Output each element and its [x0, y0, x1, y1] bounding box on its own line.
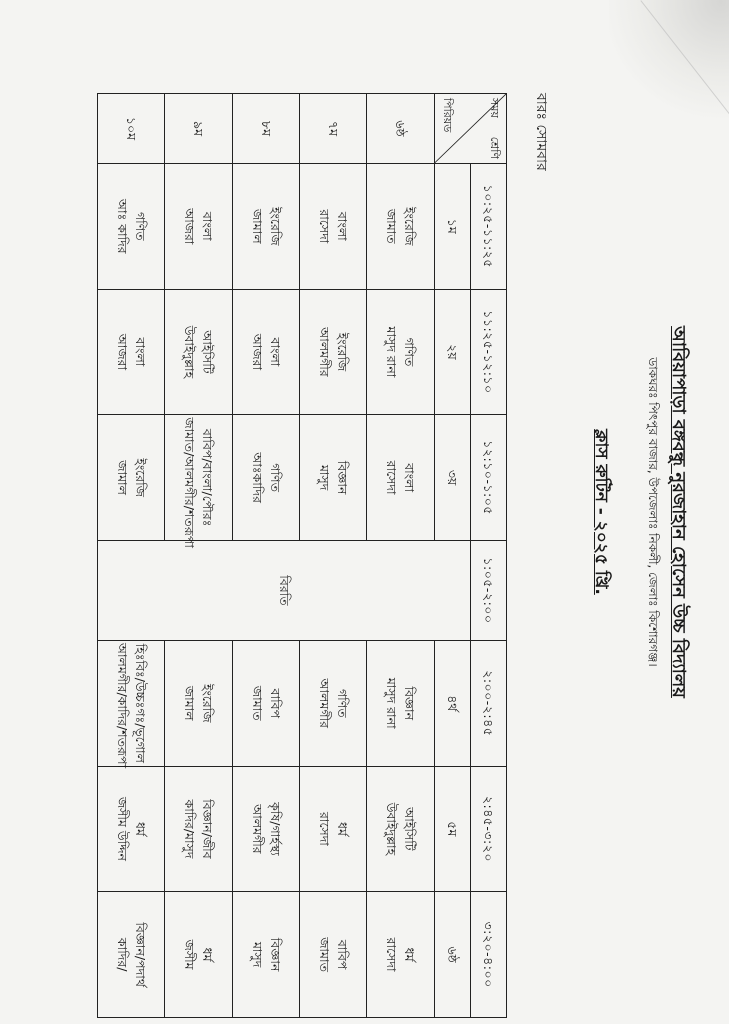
period-label-4: ৪র্থ: [434, 640, 470, 766]
time-slot-6: ২:৪৫-৩:২০: [470, 766, 506, 892]
period-label-6: ৬ষ্ঠ: [434, 892, 470, 1018]
time-slot-4: ১:০৫-২:০০: [470, 540, 506, 640]
teacher-name: আঃ কাদির: [115, 199, 131, 254]
school-name: আবিয়াপাড়া বঙ্গবন্ধু নুরজাহান হোসেন উচ্চ বিদ্যালয়: [668, 326, 689, 698]
routine-cell: [232, 766, 299, 892]
routine-cell: [367, 766, 434, 892]
teacher-name: জামাত: [317, 937, 333, 973]
teacher-name: আজরা: [115, 333, 131, 371]
subject-name: ইংরেজি: [267, 207, 283, 246]
subject-name: ইংরেজি: [133, 458, 149, 497]
subject-name: বিজ্ঞান: [267, 937, 283, 972]
subject-name: কৃষি/গার্হস্থ্য: [267, 802, 283, 856]
subject-name: বাংলা: [402, 463, 418, 493]
day-label: বারঃ সোমবার: [533, 93, 549, 171]
header-corner-cell: [434, 94, 506, 164]
teacher-name: রাসেদা: [317, 811, 333, 846]
teacher-name: উবাইদুল্লাহ: [182, 325, 198, 379]
routine-cell: [232, 640, 299, 766]
routine-cell: [165, 640, 232, 766]
routine-cell: [165, 164, 232, 290]
subject-name: বাবিপ: [267, 688, 283, 719]
teacher-name: কাদির/: [115, 937, 131, 972]
subject-name: বিজ্ঞান: [335, 460, 351, 495]
teacher-name: রাসেদা: [384, 937, 400, 972]
time-slot-7: ৩:২০-৪:০০: [470, 892, 506, 1018]
routine-cell: [367, 892, 434, 1018]
subject-name: ইংরেজি: [335, 332, 351, 372]
routine-cell: [98, 289, 165, 415]
teacher-name: আলমগীর: [317, 678, 333, 729]
teacher-name: মাসুদ রানা: [384, 326, 400, 378]
subject-name: বাবিপ/বাংলা/পৌরঃ: [200, 428, 216, 527]
class-label-cell: ১০ম: [98, 94, 165, 164]
subject-name: গণিত: [402, 337, 418, 367]
routine-cell: [299, 289, 366, 415]
teacher-name: মাসুদ: [249, 941, 265, 968]
subject-name: ধর্ম: [200, 947, 216, 962]
routine-cell: [367, 164, 434, 290]
subject-name: হিঃবিঃ/উচ্চঃগঃ/ভূগোল: [133, 643, 149, 763]
subject-name: আইসিটি: [402, 807, 418, 851]
teacher-name: মাসুদ রানা: [384, 677, 400, 729]
period-header-row: [434, 94, 470, 1018]
subject-name: বাংলা: [335, 211, 351, 241]
subject-name: বাবিপ: [335, 939, 351, 970]
time-slot-2: ১১:২৫-১২:১০: [470, 289, 506, 415]
teacher-name: কাদির/মাসুদ: [182, 799, 198, 859]
subject-name: গণিত: [335, 688, 351, 718]
period-label-2: ২য়: [434, 289, 470, 415]
subject-name: বাংলা: [200, 211, 216, 241]
time-slot-5: ২:০০-২:৪৫: [470, 640, 506, 766]
routine-cell: [165, 415, 232, 548]
routine-cell: [232, 164, 299, 290]
routine-cell: [165, 289, 232, 415]
teacher-name: জামাত: [384, 208, 400, 244]
teacher-name: আঃকাদির: [249, 452, 265, 503]
routine-cell: [232, 289, 299, 415]
teacher-name: আলমগীর: [317, 327, 333, 377]
teacher-name: জসীম উদ্দিন: [115, 796, 131, 861]
teacher-name: আজরা: [182, 208, 198, 245]
subject-name: ইংরেজি: [200, 684, 216, 723]
subject-name: বাংলা: [267, 337, 283, 367]
period-label-1: ১ম: [434, 164, 470, 290]
teacher-name: জামাল: [249, 208, 265, 244]
routine-cell: [299, 892, 366, 1018]
routine-cell: [367, 415, 434, 541]
subject-name: বিজ্ঞান: [402, 686, 418, 721]
corner-period-label: পিরিয়ড: [440, 98, 454, 133]
routine-cell: [299, 415, 366, 541]
corner-class-label: শ্রেণি: [488, 136, 501, 159]
routine-cell: [165, 766, 232, 892]
subject-name: গণিত: [267, 463, 283, 492]
class-label-cell: ৭ম: [299, 94, 366, 164]
teacher-name: রাসেদা: [384, 460, 400, 495]
teacher-name: জামাল: [182, 685, 198, 721]
subject-name: গণিত: [133, 211, 149, 241]
period-label-5: ৫ম: [434, 766, 470, 892]
subject-name: বিজ্ঞান/জীব: [200, 799, 216, 859]
school-address: ডাকঘরঃ পিৎপুর বাজার, উপজেলাঃ নিকলী, জেলাঃ কিশোরগঞ্জ।: [646, 357, 660, 667]
class-label-cell: ৬ষ্ঠ: [367, 94, 434, 164]
teacher-name: মাসুদ: [317, 464, 333, 491]
routine-cell: [165, 892, 232, 1018]
teacher-name: জামাত/আলমগীর/শতরূপা: [182, 417, 198, 548]
subject-name: বাংলা: [133, 337, 149, 367]
routine-cell: [98, 415, 165, 541]
period-label-3: ৩য়: [434, 415, 470, 541]
subject-name: ধর্ম: [335, 821, 351, 836]
subject-name: ধর্ম: [133, 821, 149, 836]
class-label-cell: ৮ম: [232, 94, 299, 164]
teacher-name: আলমগীর/কাদির/শতরূপা: [115, 642, 131, 769]
teacher-name: জামাত: [249, 685, 265, 721]
routine-cell: [367, 289, 434, 415]
class-routine-table: [97, 93, 507, 1018]
subject-name: ইংরেজি: [402, 207, 418, 246]
teacher-name: রাসেদা: [317, 209, 333, 244]
routine-cell: [299, 766, 366, 892]
time-header-row: [470, 94, 506, 1018]
routine-title: ক্লাস রুটিন - ২০২৫ খ্রি.: [591, 429, 611, 595]
routine-cell: [98, 766, 165, 892]
routine-cell: [98, 640, 165, 769]
routine-cell: [232, 415, 299, 541]
subject-name: বিজ্ঞান/পদার্থ: [133, 922, 149, 987]
teacher-name: জামাল: [115, 460, 131, 495]
subject-name: আইসিটি: [200, 330, 216, 374]
routine-cell: [367, 640, 434, 766]
teacher-name: উবাইদুল্লাহ: [384, 802, 400, 856]
routine-cell: [299, 164, 366, 290]
break-cell: বিরতি: [98, 540, 471, 640]
subject-name: ধর্ম: [402, 947, 418, 962]
teacher-name: আলমগীর: [249, 804, 265, 854]
routine-cell: [98, 164, 165, 290]
routine-cell: [232, 892, 299, 1018]
time-slot-1: ১০:২৫-১১:২৫: [470, 164, 506, 290]
corner-time-label: সময়: [488, 98, 501, 118]
class-label-cell: ৯ম: [165, 94, 232, 164]
routine-cell: [299, 640, 366, 766]
routine-cell: [98, 892, 165, 1018]
teacher-name: জসীম: [182, 939, 198, 970]
time-slot-3: ১২:১০-১:০৫: [470, 415, 506, 541]
teacher-name: আজরা: [249, 333, 265, 371]
